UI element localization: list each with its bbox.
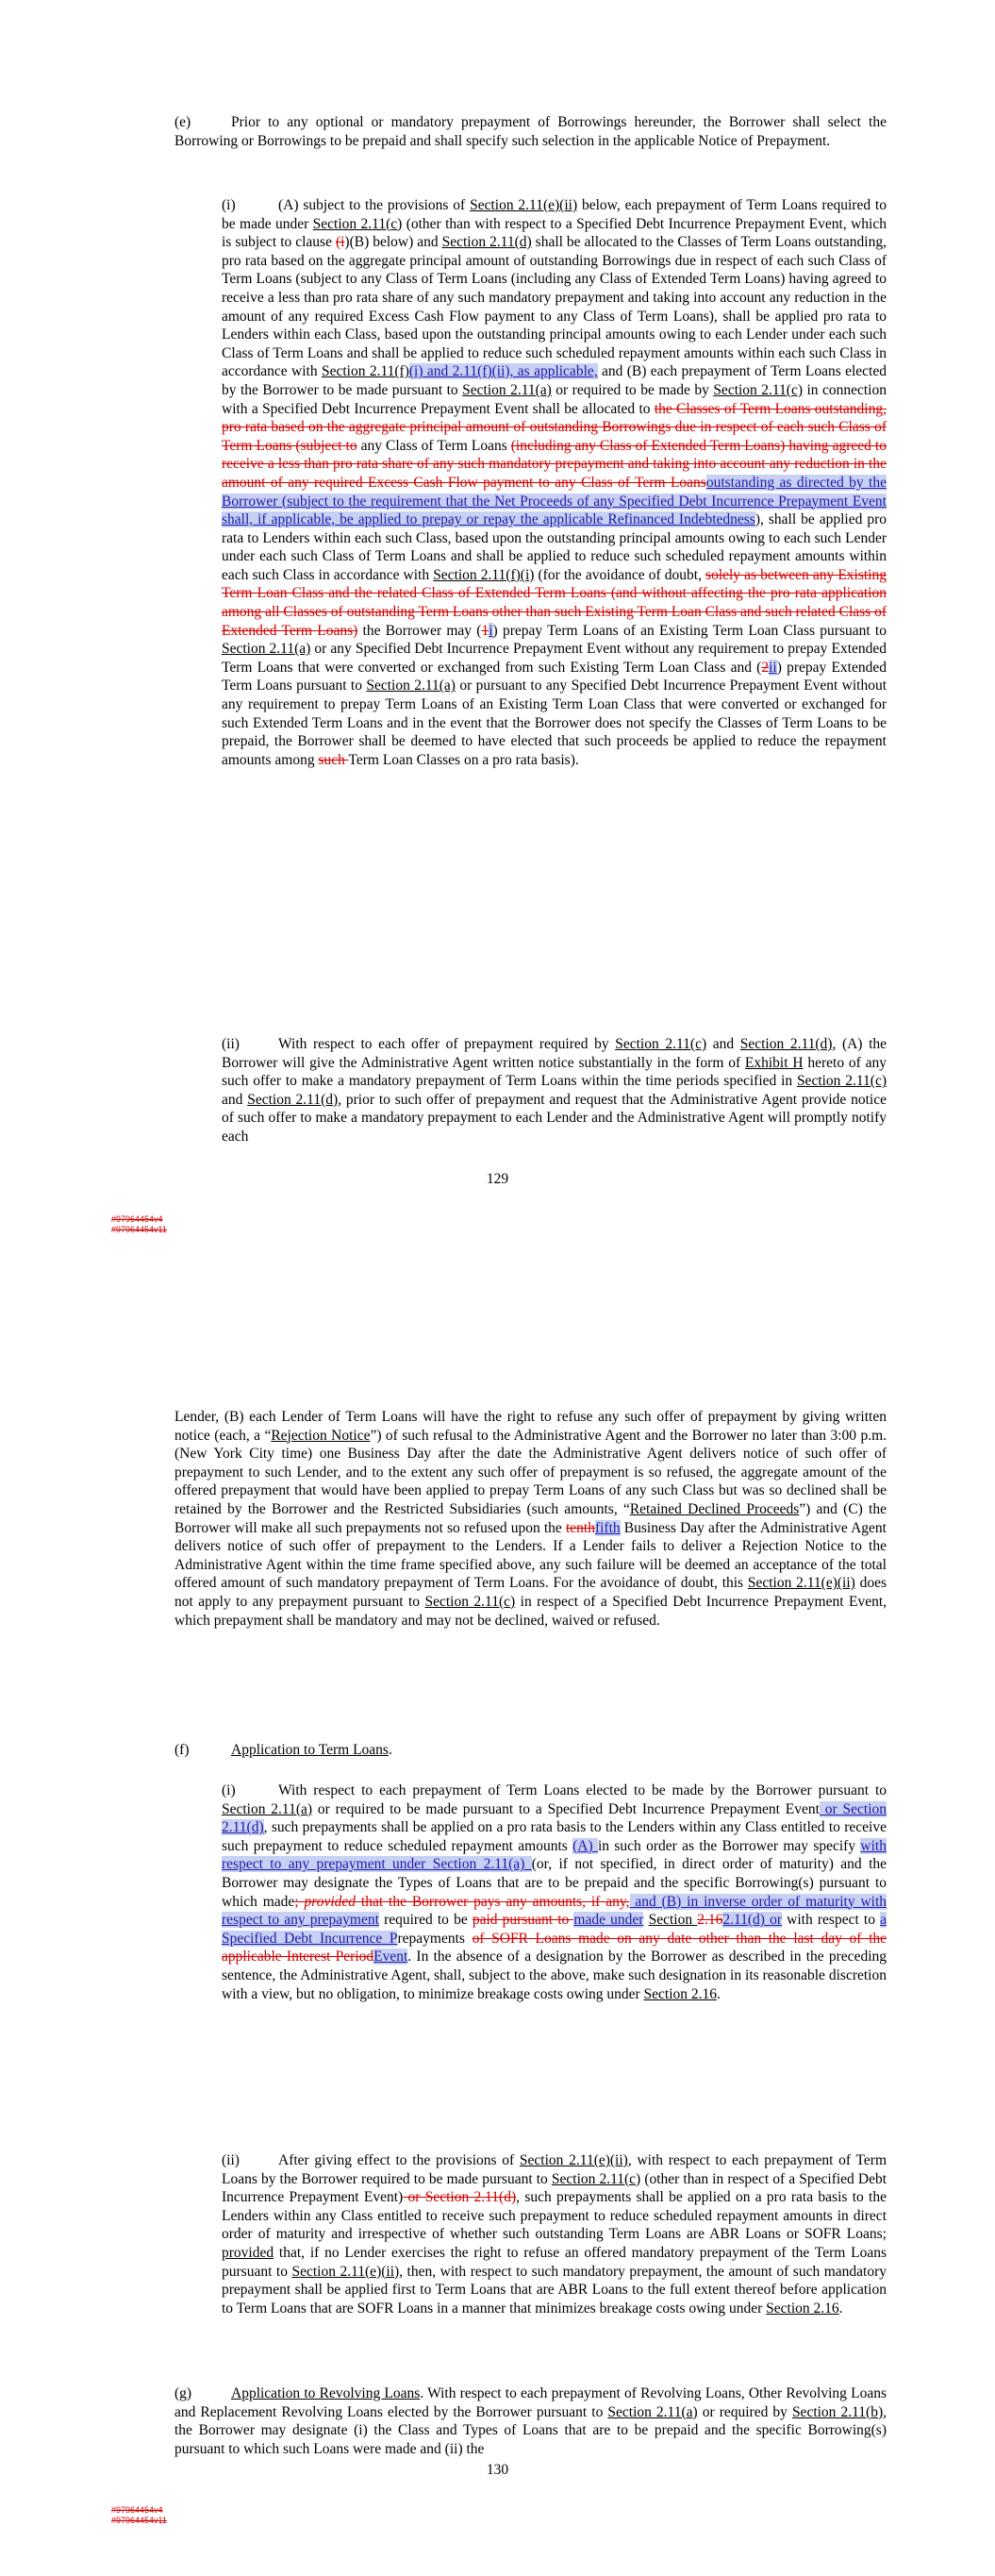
deleted-text: of SOFR Loans made on any date other than the last day of the applicable Interest Period	[222, 1930, 887, 1965]
paragraph-e-ii	[222, 1035, 887, 1146]
text-run: Term Loan Classes on a pro rata basis).	[348, 751, 579, 768]
section-reference: Section 2.11(a)	[462, 381, 552, 398]
text-run: With respect to each prepayment of Term Loans elected to be made by the Borrower pursuant to	[278, 1782, 887, 1798]
deleted-text: that the Borrower pays any amounts, if any,	[356, 1893, 630, 1910]
document-id-line: #97964454v4	[111, 1214, 163, 1224]
document-id-line: #97964454v11	[111, 1225, 167, 1234]
paragraph-e-ii-continued	[174, 1408, 887, 1630]
deleted-text: provided	[304, 1893, 357, 1910]
text-run: .	[717, 1985, 721, 2002]
page-130	[0, 1288, 995, 2576]
text-run: and	[706, 1036, 740, 1052]
paragraph-e-i	[222, 196, 887, 769]
text-run: required to be	[378, 1912, 473, 1929]
text-run: . With respect to each prepayment of Revolving Loans, Other Revolving Loans and Replacement Revolving Loans elected by the Borrower pursuant to	[174, 2385, 887, 2420]
text-run: with respect to	[782, 1912, 881, 1929]
text-run: (or, if not specified, in direct order of maturity) and the Borrower may designate the Types of Loans that are to be prepaid and the specific Borrowing(s) pursuant to which made	[222, 1856, 887, 1910]
text-run: (other than with respect to a Specified Debt Incurrence Prepayment Event, which is subject to clause	[222, 215, 887, 251]
page-number: 130	[486, 2462, 509, 2478]
text-run: ), shall be applied pro rata to Lenders within each such Class, based upon the outstanding principal amounts owing to each such Lender under each such Class of Term Loans and shall be applied to reduce such scheduled repayment amounts within each such Class in accordance with	[222, 511, 887, 583]
text-run: that, if no Lender exercises the right to refuse an offered mandatory prepayment of the Term Loans pursuant to	[222, 2244, 887, 2280]
text-run: .	[838, 2300, 843, 2317]
page-number: 129	[486, 1171, 509, 1187]
inserted-text: fifth	[594, 1519, 621, 1536]
section-reference: Section 2.11(d)	[441, 234, 532, 251]
defined-term: provided	[222, 2244, 274, 2261]
inserted-text: or Section 2.11(d)	[222, 1800, 887, 1836]
text-run: With respect to each offer of prepayment required by	[278, 1036, 616, 1052]
text-run: repayments	[397, 1930, 473, 1947]
section-reference: Section 2.11(c)	[713, 381, 804, 398]
section-reference: Section 2.11(f)(i)	[433, 566, 535, 583]
inserted-text: a Specified Debt Incurrence	[222, 1912, 887, 1947]
text-run: ) prepay Term Loans of an Existing Term Loan Class pursuant to	[492, 622, 887, 639]
inserted-text: (A)	[572, 1837, 598, 1854]
text-run: the Borrower may (	[357, 622, 482, 639]
document-id	[111, 1214, 167, 1235]
section-reference: Section 2.11(c)	[424, 1593, 516, 1610]
text-run: or pursuant to any Specified Debt Incurrence Prepayment Event without any requirement to prepay Term Loans of an Existing Term Loan Class that were converted or exchanged for such Extended Term Loans and in the event that the Borrower does not specify the Classes of Term Loans to be prepaid, the Borrower shall be deemed to have elected that such proceeds be applied to reduce the repayment amounts among	[222, 677, 887, 768]
paragraph-label: (f)	[174, 1742, 190, 1758]
deleted-text: such	[318, 751, 349, 768]
text-run: shall be allocated to the Classes of Term Loans outstanding, pro rata based on the aggregate principal amount of outstanding Borrowings due in respect of each such Class of Term Loans (subject to any Class of Term Loans (including any Class of Extended Term Loans) having agreed to receive a less than pro rata share of any such mandatory prepayment and taking into account any reduction in the amount of any required Excess Cash Flow payment to any Class of Term Loans), shall be applied pro rata to Lenders within each Class, based upon the outstanding principal amounts owing to each Lender under each such Class of Term Loans and shall be applied to reduce such scheduled repayment amounts within each such Class in accordance with	[222, 234, 887, 380]
text-run: in such order as the Borrower may specify	[597, 1837, 861, 1854]
section-reference: Section 2.11(e)(ii)	[747, 1575, 855, 1592]
inserted-text: with respect to any prepayment under Section 2.11(a)	[222, 1837, 887, 1873]
deleted-text: the Classes of Term Loans outstanding, pro rata based on the aggregate principal amount of outstanding Borrowings due in respect of each such Class of Term Loans (subject to	[222, 400, 887, 454]
deleted-text: paid pursuant to	[472, 1912, 574, 1929]
inserted-text: P	[389, 1930, 398, 1947]
text-run: and (B) each prepayment of Term Loans elected by the Borrower to be made pursuant to	[222, 363, 887, 398]
text-run: ”) of such refusal to the Administrative Agent and the Borrower no later than 3:00 p.m. (New York City time) one Business Day after the date the Administrative Agent delivers notice of such offer of prepayment to such Lender, and to the extent any such offer of prepayment is so refused, the aggregate amount of the offered prepayment that would have been applied to prepay Term Loans of any such Class but was so declined shall be retained by the Borrower and the Restricted Subsidiaries (such amounts, “	[174, 1427, 887, 1517]
paragraph-label: (ii)	[222, 2152, 240, 2168]
inserted-text: (i) and 2.11(f)(ii), as applicable,	[408, 363, 598, 380]
deleted-text: 2.16	[697, 1912, 723, 1929]
inserted-text: 2.11(d) or	[722, 1912, 783, 1929]
text-run: or required to be made pursuant to a Specified Debt Incurrence Prepayment Event	[312, 1800, 820, 1817]
inserted-text: i	[489, 622, 493, 639]
deleted-text: 2	[761, 659, 770, 676]
text-run: hereto of any such offer to make a mandatory prepayment of Term Loans within the time periods specified in	[222, 1054, 887, 1090]
document-id-line: #97964454v11	[111, 2516, 167, 2525]
text-run: , such prepayments shall be applied on a pro rata basis to the Lenders within any Class entitled to receive such prepayment to reduce scheduled repayment amounts	[222, 1819, 887, 1854]
paragraph-label: (i)	[222, 1782, 236, 1798]
section-reference: Section 2.11(e)(ii)	[519, 2152, 628, 2168]
section-reference: Section 2.11(a)	[222, 641, 311, 658]
inserted-text: outstanding as directed by the Borrower (subject to the requirement that the Net Proceeds of any Specified Debt Incurrence Prepayment Event shall, if applicable, be applied to prepay or repay the applicable Refinanced Indebtedness	[222, 474, 887, 528]
paragraph-label: (ii)	[222, 1036, 240, 1052]
text-run: or required by	[697, 2403, 792, 2420]
deleted-text: solely as between any Existing Term Loan Class and the related Class of Extended Term Loans (and without affecting the pro rata application among all Classes of outstanding Term Loans other than such Existing Term Loan Class and such related Class of Extended Term Loans)	[222, 566, 887, 639]
deleted-text: or Section 2.11(d)	[403, 2189, 517, 2206]
deleted-text: (including any Class of Extended Term Loans) having agreed to receive a less than pro rata share of any such mandatory prepayment and taking into account any reduction in the amount of any required Excess Cash Flow payment to any Class of Term Loans	[222, 437, 887, 491]
text-run: )(B) below) and	[344, 234, 442, 251]
section-reference: Section 2.11(a)	[607, 2403, 698, 2420]
inserted-text: made under	[573, 1912, 644, 1929]
paragraph-label: (g)	[174, 2385, 192, 2401]
text-run: or required to be made by	[551, 381, 714, 398]
section-reference: Section 2.11(e)(ii)	[291, 2263, 400, 2280]
section-reference: Section 2.11(d)	[739, 1036, 833, 1052]
paragraph-e	[174, 113, 887, 150]
text-run: , prior to such offer of prepayment and request that the Administrative Agent provide notice of such offer to make a mandatory prepayment to each Lender and the Administrative Agent will promptly notify each	[222, 1091, 887, 1145]
defined-term: Retained Declined Proceeds	[629, 1500, 800, 1517]
paragraph-f-ii	[222, 2151, 887, 2317]
paragraph-g	[174, 2384, 887, 2458]
exhibit-reference: Exhibit H	[744, 1054, 804, 1071]
section-reference: Section 2.11(d)	[247, 1091, 339, 1108]
text-run: and	[222, 1091, 248, 1108]
text-run: any Class of Term Loans	[357, 437, 511, 454]
text-run: ”) and (C) the Borrower will make all such prepayments not so refused upon the	[174, 1500, 887, 1536]
section-reference: Section 2.11(c)	[551, 2170, 641, 2187]
text-run: , such prepayments shall be applied on a pro rata basis to the Lenders within any Class entitled to receive such prepayment to reduce scheduled repayment amounts in direct order of maturity and irrespective of whether such outstanding Term Loans are ABR Loans or SOFR Loans;	[222, 2189, 887, 2243]
inserted-text: Event	[373, 1949, 408, 1965]
deleted-text: i	[340, 234, 345, 251]
deleted-text: 1	[481, 622, 489, 639]
text-run: .	[388, 1742, 392, 1758]
text-run: , (A) the Borrower will give the Administrative Agent written notice substantially in the form of	[222, 1036, 887, 1071]
paragraph-f-i	[222, 1781, 887, 2003]
text-run: (other than in respect of a Specified Debt Incurrence Prepayment Event)	[222, 2170, 887, 2206]
paragraph-label: (e)	[174, 114, 191, 130]
inserted-text: ii	[769, 659, 777, 676]
section-reference: Section 2.11(c)	[796, 1073, 887, 1090]
paragraph-label: (i)	[222, 197, 236, 213]
section-reference: Section 2.11(b)	[791, 2403, 884, 2420]
section-reference: Section 2.16	[766, 2300, 839, 2317]
text-run: or any Specified Debt Incurrence Prepayment Event without any requirement to prepay Extended Term Loans that were converted or exchanged from such Existing Term Loan Class and (	[222, 641, 887, 676]
section-reference: Section 2.16	[643, 1985, 718, 2002]
section-reference: Section 2.11(c)	[312, 215, 403, 232]
text-run: in respect of a Specified Debt Incurrence Prepayment Event, which prepayment shall be mandatory and may not be declined, waived or refused.	[174, 1593, 887, 1629]
text-run: , the Borrower may designate (i) the Class and Types of Loans that are to be prepaid and the specific Borrowing(s) pursuant to which such Loans were made and (ii) the	[174, 2403, 887, 2457]
text-run: in connection with a Specified Debt Incurrence Prepayment Event shall be allocated to	[222, 381, 887, 417]
document-id	[111, 2505, 167, 2526]
document-id-line: #97964454v4	[111, 2505, 163, 2515]
paragraph-f	[174, 1741, 887, 1760]
paragraph-heading: Application to Term Loans	[231, 1742, 389, 1758]
text-run: , then, with respect to such mandatory prepayment, the amount of such mandatory prepayment shall be applied first to Term Loans that are ABR Loans to the full extent thereof before application to Term Loans that are SOFR Loans in a manner that minimizes breakage costs owing under	[222, 2263, 887, 2317]
section-reference: Section 2.11(f)	[321, 363, 409, 380]
section-reference: Section 2.11(a)	[222, 1800, 313, 1817]
inserted-text: and (B) in inverse order of maturity with respect to any prepayment	[222, 1893, 887, 1929]
text-run: ) prepay Extended Term Loans pursuant to	[222, 659, 887, 694]
section-reference: Section 2.11(c)	[615, 1036, 707, 1052]
text-run: below, each prepayment of Term Loans required to be made under	[222, 197, 887, 232]
paragraph-heading: Application to Revolving Loans	[231, 2385, 421, 2401]
text-run: . In the absence of a designation by the Borrower as described in the preceding sentence, the Administrative Agent, shall, subject to the above, make such designation in its reasonable discretion with a view, but no obligation, to minimize breakage costs owing under	[222, 1949, 887, 2002]
section-reference: Section 2.11(e)(ii)	[470, 197, 578, 213]
text-run: Lender, (B) each Lender of Term Loans will have the right to refuse any such offer of prepayment by giving written notice (each, a “	[174, 1409, 887, 1444]
text-run: does not apply to any prepayment pursuant to	[174, 1575, 887, 1610]
section-reference: Section 2.11(a)	[366, 677, 456, 694]
text-run: (for the avoidance of doubt,	[534, 566, 706, 583]
text-run: , with respect to each prepayment of Term Loans by the Borrower required to be made pursuant to	[222, 2152, 887, 2187]
text-run: After giving effect to the provisions of	[278, 2152, 520, 2168]
defined-term: Rejection Notice	[271, 1427, 371, 1444]
deleted-text: tenth	[565, 1519, 595, 1536]
section-reference: Section	[648, 1912, 698, 1929]
text-run: Business Day after the Administrative Agent delivers notice of such offer of prepayment to the Lenders. If a Lender fails to deliver a Rejection Notice to the Administrative Agent within the time frame specified above, any such failure will be deemed an acceptance of the total offered amount of such mandatory prepayment of Term Loans. For the avoidance of doubt, this	[174, 1519, 887, 1592]
deleted-text: ;	[294, 1893, 305, 1910]
paragraph-text: Prior to any optional or mandatory prepayment of Borrowings hereunder, the Borrower shall select the Borrowing or Borrowings to be prepaid and shall specify such selection in the applicable Notice of Prepayment.	[174, 114, 887, 149]
deleted-text: (	[335, 234, 341, 251]
text-run: (A) subject to the provisions of	[278, 197, 471, 213]
